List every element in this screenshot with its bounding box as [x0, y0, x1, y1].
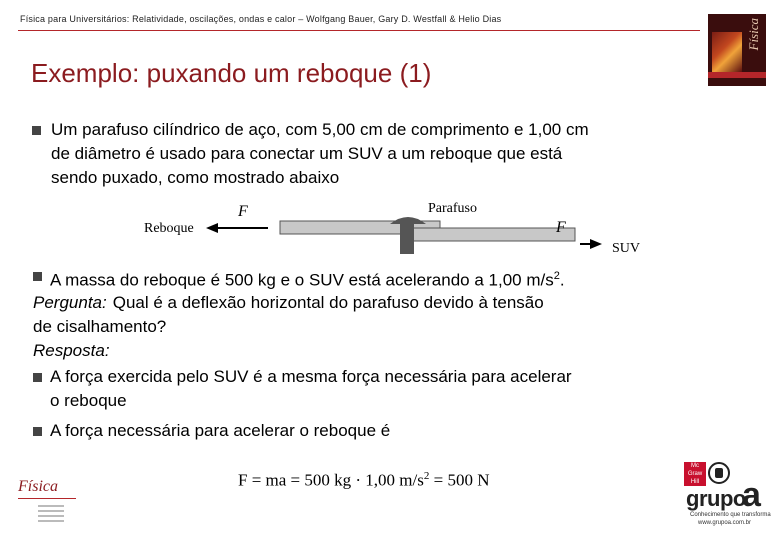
book-logo-rule — [18, 498, 76, 499]
label-force-left: F — [238, 203, 248, 220]
equation-superscript: 2 — [423, 470, 430, 482]
bolt-shear-diagram — [140, 192, 660, 260]
lower-plate — [410, 228, 575, 241]
bullet2-text — [50, 265, 565, 292]
bullet4-text: A força necessária para acelerar o reboque é — [50, 421, 391, 440]
bullet2-superscript: 2 — [553, 270, 560, 282]
bullet1-line3: sendo puxado, como mostrado abaixo — [51, 168, 340, 187]
publisher-logo — [684, 460, 771, 532]
question-text: Qual é a deflexão horizontal do parafuso devido à tensão — [112, 293, 544, 312]
equation-rhs: = 500 N — [429, 470, 490, 490]
label-reboque: Reboque — [144, 221, 194, 236]
bullet-square-icon — [33, 427, 42, 436]
cover-title: Física — [746, 18, 761, 51]
header-divider — [18, 30, 700, 31]
bullet3-line1: A força exercida pelo SUV é a mesma força necessária para acelerar — [50, 367, 572, 386]
book-logo-author-lines — [38, 505, 98, 522]
bullet1-line1: Um parafuso cilíndrico de aço, com 5,00 cm de comprimento e 1,00 cm — [51, 120, 589, 139]
book-logo-word: Física — [18, 478, 58, 495]
grupo-wordmark: grupo — [686, 486, 746, 511]
book-cover-thumbnail — [708, 14, 766, 86]
label-force-right: F — [556, 219, 566, 236]
question-line1 — [33, 292, 544, 314]
bullet-square-icon — [33, 272, 42, 281]
running-header: Física para Universitários: Relatividade, oscilações, ondas e calor – Wolfgang Bauer, Gary D. Westfall & Helio Dias — [20, 14, 502, 24]
bullet3-line2: o reboque — [50, 391, 127, 410]
label-parafuso: Parafuso — [428, 201, 477, 216]
question-label: Pergunta: — [33, 293, 107, 312]
book-logo — [18, 478, 98, 528]
publisher-tagline: Conhecimento que transforma — [690, 512, 771, 518]
arrow-right-head — [590, 239, 602, 249]
bolt-shank — [400, 221, 414, 254]
question-line2: de cisalhamento? — [33, 317, 167, 336]
publisher-url: www.grupoa.com.br — [698, 520, 752, 526]
cover-artwork — [712, 32, 742, 72]
publisher-seal-mark — [715, 468, 723, 478]
bullet2-main: A massa do reboque é 500 kg e o SUV está acelerando a 1,00 m/s — [50, 270, 554, 290]
label-suv: SUV — [612, 241, 641, 256]
bullet1-line2: de diâmetro é usado para conectar um SUV a um reboque que está — [51, 144, 563, 163]
bullet2-end: . — [559, 270, 565, 290]
arrow-left-head — [206, 223, 218, 233]
force-equation — [238, 470, 490, 491]
slide-title: Exemplo: puxando um reboque (1) — [31, 58, 432, 88]
cover-band — [708, 72, 766, 78]
grupo-a-letter: a — [742, 476, 761, 514]
mcgraw-hill-badge: Mc Graw Hill — [684, 462, 706, 486]
bullet-square-icon — [33, 373, 42, 382]
equation-lhs: F = ma = 500 kg · 1,00 m/s — [238, 470, 424, 490]
bullet-square-icon — [32, 126, 41, 135]
answer-label: Resposta: — [33, 341, 110, 360]
